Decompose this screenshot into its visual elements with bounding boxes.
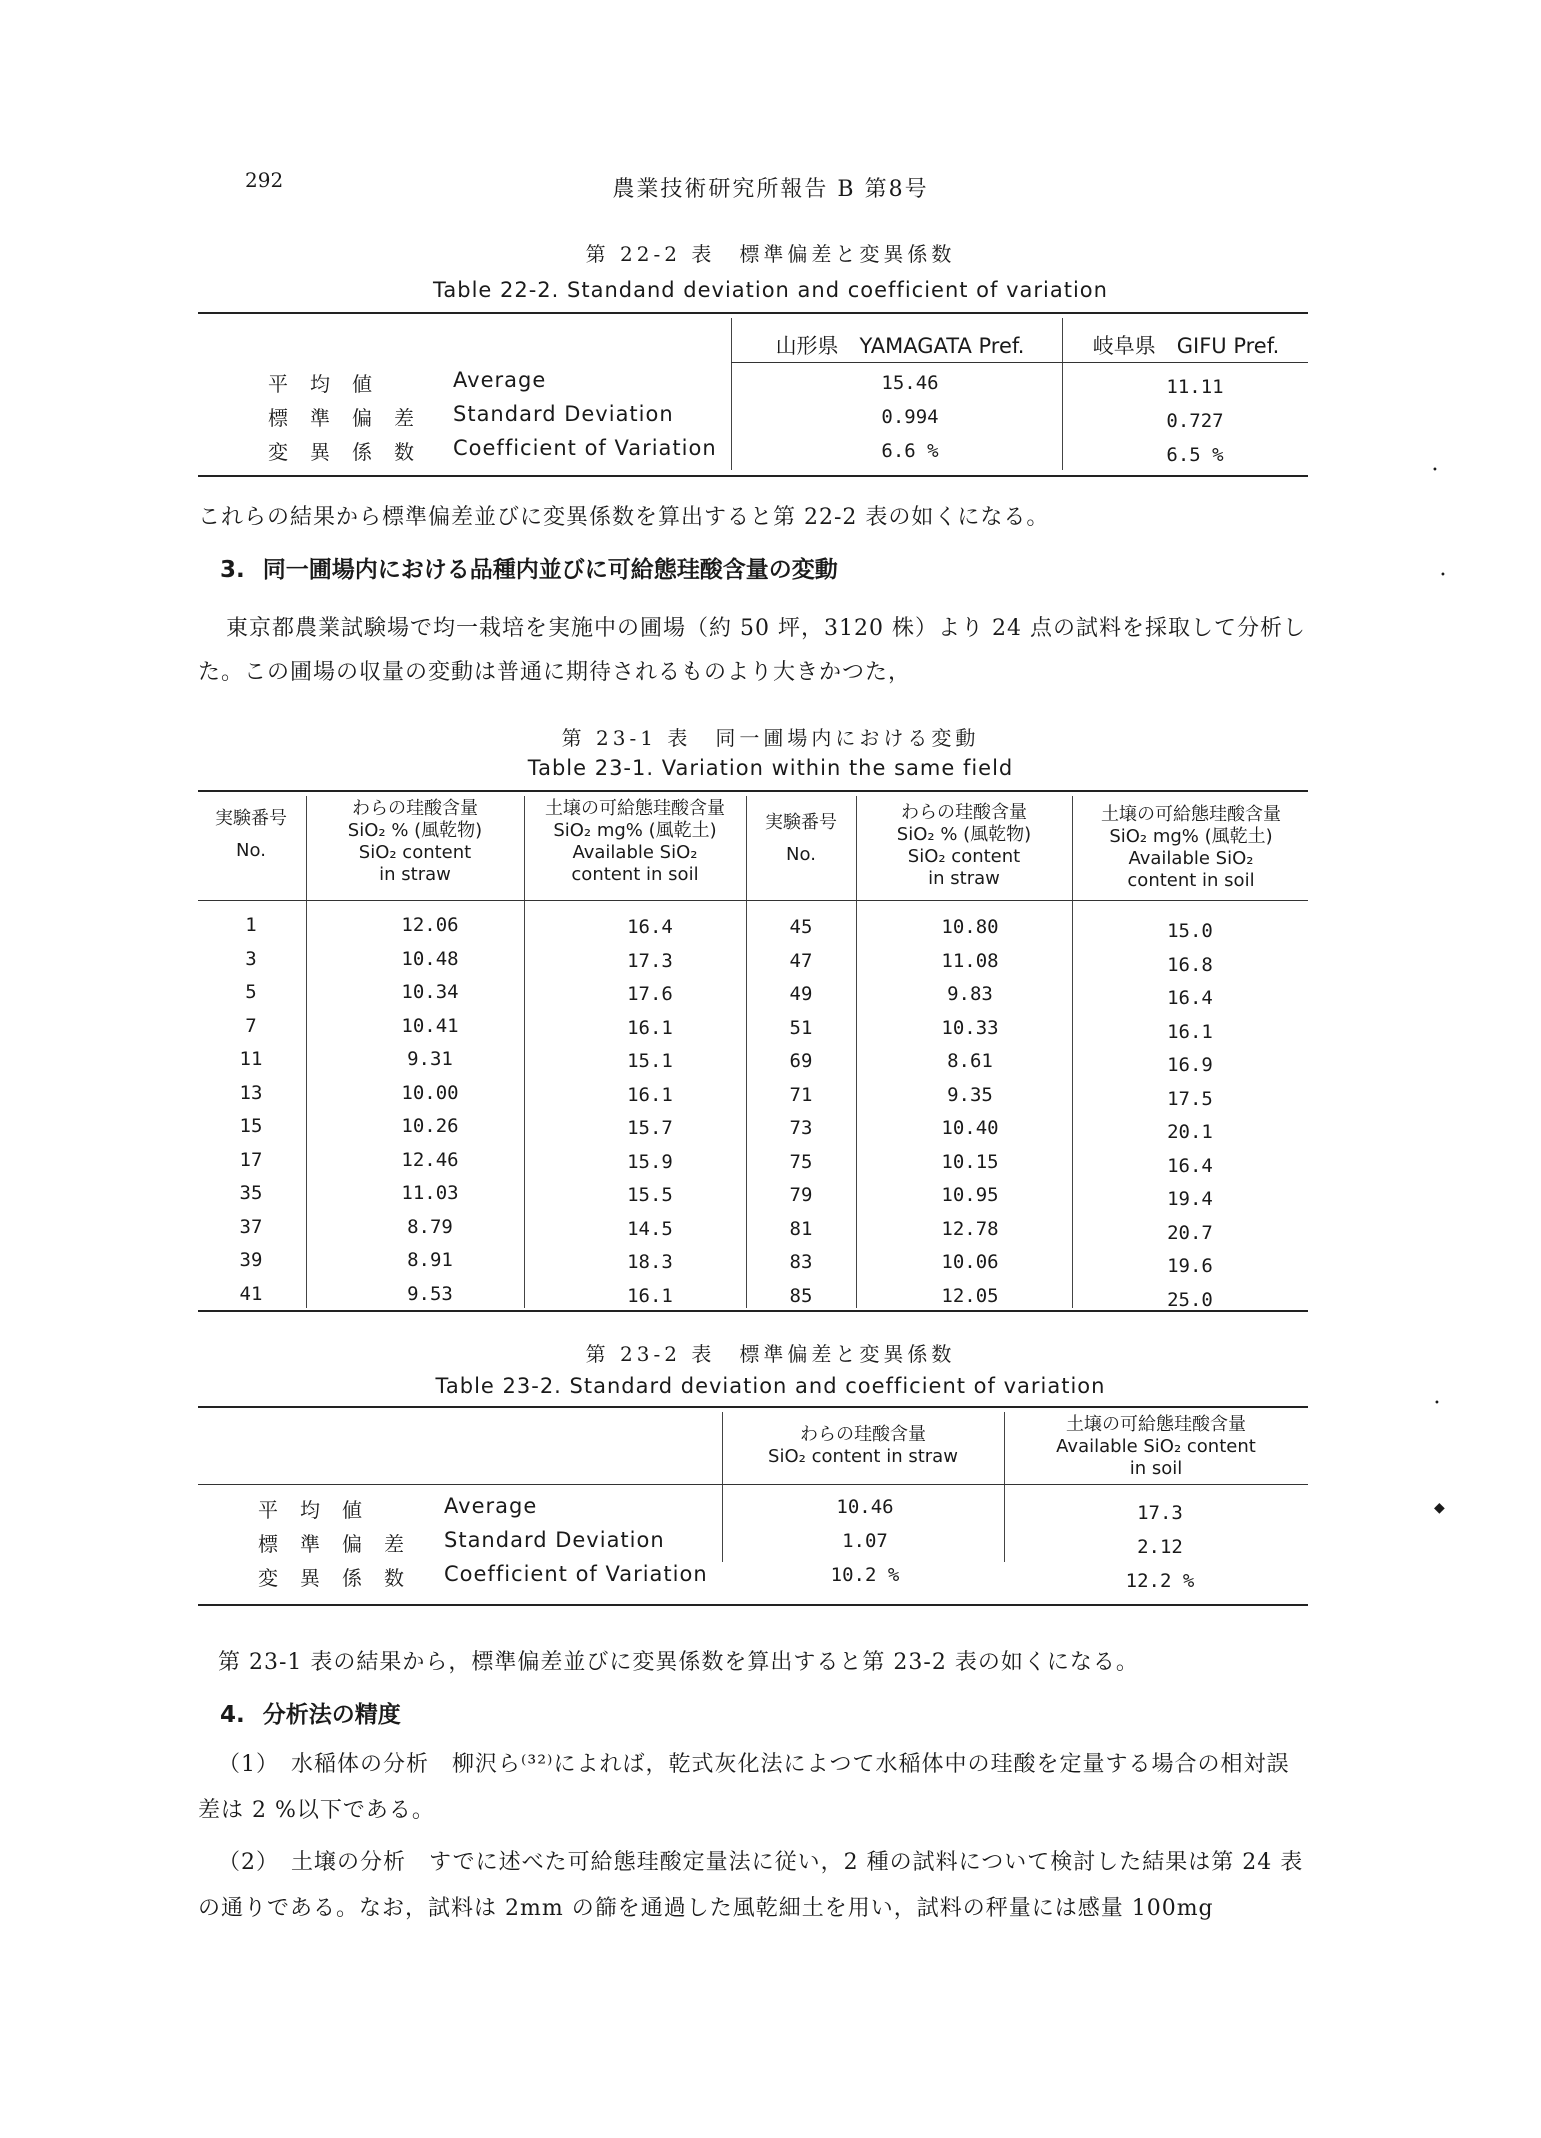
sample-number-cell: 73: [789, 1117, 813, 1139]
table-cell: 16.4: [627, 916, 673, 938]
sample-number-cell: 41: [239, 1282, 263, 1305]
header-text: SiO₂ mg% (風乾土): [1109, 826, 1273, 847]
table-rule: [198, 312, 1308, 314]
row-label-jp: 平均値: [268, 372, 394, 396]
row-label-jp: 変異係数: [258, 1566, 426, 1590]
table-cell: 16.9: [1167, 1054, 1213, 1076]
page-number: 292: [245, 168, 284, 192]
table-cell: 10.80: [941, 916, 999, 938]
header-text: 土壌の可給態珪酸含量: [545, 798, 725, 819]
header-text: content in soil: [571, 864, 699, 885]
scan-speck: ◆: [1434, 1500, 1445, 1516]
header-text: SiO₂ content: [358, 842, 472, 863]
table-cell: 8.61: [947, 1050, 993, 1072]
scan-speck: •: [1432, 465, 1438, 476]
row-label-jp: 標準偏差: [268, 406, 436, 430]
table-cell: 6.6 %: [881, 440, 939, 462]
table-cell: 16.8: [1167, 953, 1213, 976]
table-cell: 14.5: [627, 1217, 673, 1240]
table-cell: 9.35: [947, 1083, 993, 1106]
table-cell: 10.2 %: [830, 1564, 900, 1586]
header-text: わらの珪酸含量: [800, 1424, 926, 1445]
table-column-divider: [731, 318, 732, 470]
table-cell: 1.07: [842, 1530, 888, 1552]
table-cell: 12.78: [941, 1217, 999, 1240]
header-text: in straw: [379, 864, 451, 885]
header-text: Available SiO₂: [1128, 848, 1254, 869]
header-text: Available SiO₂ content: [1056, 1436, 1256, 1457]
table-cell: 12.46: [401, 1148, 459, 1171]
sample-number-cell: 71: [789, 1083, 813, 1106]
sample-number-cell: 5: [245, 981, 257, 1003]
column-header: [1006, 1414, 1306, 1480]
paragraph: （1） 水稲体の分析 柳沢ら⁽³²⁾によれば，乾式灰化法によつて水稲体中の珪酸を定量する場合の相対誤差は 2 %以下である。: [198, 1752, 1290, 1823]
table-cell: 17.3: [1137, 1502, 1183, 1524]
table-cell: 11.08: [941, 949, 999, 972]
table-cell: 11.03: [401, 1182, 459, 1204]
column-header: 山形県 YAMAGATA Pref.: [775, 334, 1025, 358]
sample-number-cell: 17: [239, 1148, 263, 1171]
paragraph: これらの結果から標準偏差並びに変異係数を算出すると第 22-2 表の如くになる。: [198, 505, 1050, 530]
table-cell: 16.4: [1167, 1154, 1213, 1177]
table-rule: [198, 900, 1308, 901]
column-header: [858, 802, 1070, 890]
paragraph: （2） 土壌の分析 すでに述べた可給態珪酸定量法に従い，2 種の試料について検討した結果は第 24 表の通りである。なお，試料は 2mm の篩を通過した風乾細土を用い，試料の秤量には感量 100mg: [198, 1850, 1304, 1921]
table-cell: 15.0: [1167, 920, 1213, 942]
sample-number-cell: 79: [789, 1184, 813, 1206]
table-cell: 12.2 %: [1125, 1570, 1195, 1592]
header-text: No.: [236, 840, 266, 861]
table-23-1-caption-jp: 第 23-1 表 同一圃場内における変動: [561, 726, 980, 750]
table-column-divider: [306, 796, 307, 1308]
table-cell: 12.06: [401, 914, 459, 936]
table-rule: [198, 1484, 1308, 1485]
table-cell: 11.11: [1166, 376, 1224, 398]
header-text: 土壌の可給態珪酸含量: [1101, 804, 1281, 825]
header-text: content in soil: [1127, 870, 1255, 891]
row-label-jp: 平均値: [258, 1498, 384, 1522]
table-cell: 12.05: [941, 1284, 999, 1307]
column-header: [1074, 804, 1308, 892]
column-header: [748, 812, 854, 866]
column-header: [724, 1424, 1002, 1468]
table-cell: 9.31: [407, 1048, 453, 1070]
column-header: [526, 798, 744, 886]
sample-number-cell: 85: [789, 1284, 813, 1307]
table-rule: [731, 362, 1308, 363]
table-cell: 17.3: [627, 949, 673, 972]
table-cell: 16.1: [627, 1083, 673, 1106]
sample-number-cell: 37: [239, 1215, 263, 1238]
column-header: 岐阜県 GIFU Pref.: [1092, 334, 1280, 358]
header-text: 実験番号: [765, 812, 837, 833]
header-text: SiO₂ content in straw: [768, 1446, 958, 1467]
table-cell: 16.1: [627, 1016, 673, 1039]
sample-number-cell: 39: [239, 1249, 263, 1271]
table-22-2-caption-en: Table 22-2. Standand deviation and coefficient of variation: [433, 278, 1108, 302]
table-column-divider: [1072, 796, 1073, 1308]
table-cell: 8.91: [407, 1249, 453, 1271]
scan-speck: •: [1434, 1398, 1440, 1409]
table-cell: 10.00: [401, 1081, 459, 1104]
table-cell: 15.7: [627, 1117, 673, 1139]
table-cell: 10.40: [941, 1117, 999, 1139]
table-cell: 15.46: [881, 372, 939, 394]
section-number: 3.: [220, 557, 245, 583]
table-cell: 10.15: [941, 1150, 999, 1173]
section-title: 同一圃場内における品種内並びに可給態珪酸含量の変動: [262, 557, 838, 583]
row-label-jp: 変異係数: [268, 440, 436, 464]
section-number: 4.: [220, 1702, 245, 1728]
header-text: SiO₂ % (風乾物): [896, 824, 1032, 845]
sample-number-cell: 69: [789, 1050, 813, 1072]
running-header: 農業技術研究所報告 B 第8号: [612, 177, 929, 202]
column-header: [198, 808, 304, 862]
table-cell: 0.994: [881, 406, 939, 428]
table-rule: [198, 1310, 1308, 1312]
table-cell: 16.1: [1167, 1020, 1213, 1043]
table-cell: 19.4: [1167, 1188, 1213, 1210]
header-text: 土壌の可給態珪酸含量: [1066, 1414, 1246, 1435]
sample-number-cell: 75: [789, 1150, 813, 1173]
table-rule: [198, 475, 1308, 477]
table-cell: 20.1: [1167, 1121, 1213, 1143]
sample-number-cell: 51: [789, 1016, 813, 1039]
row-label-en: Standard Deviation: [453, 402, 674, 426]
row-label-en: Average: [444, 1494, 538, 1518]
table-column-divider: [856, 796, 857, 1308]
table-cell: 10.26: [401, 1115, 459, 1137]
table-cell: 10.34: [401, 981, 459, 1003]
table-cell: 9.83: [947, 983, 993, 1005]
header-text: わらの珪酸含量: [901, 802, 1027, 823]
paragraph: 第 23-1 表の結果から，標準偏差並びに変異係数を算出すると第 23-2 表の如くになる。: [218, 1650, 1139, 1675]
table-cell: 15.1: [627, 1050, 673, 1072]
table-cell: 19.6: [1167, 1255, 1213, 1277]
table-cell: 8.79: [407, 1215, 453, 1238]
table-cell: 15.9: [627, 1150, 673, 1173]
table-cell: 17.5: [1167, 1087, 1213, 1110]
sample-number-cell: 35: [239, 1182, 263, 1204]
sample-number-cell: 3: [245, 947, 257, 970]
sample-number-cell: 81: [789, 1217, 813, 1240]
table-rule: [198, 1406, 1308, 1408]
table-column-divider: [722, 1412, 723, 1562]
table-cell: 10.48: [401, 947, 459, 970]
section-heading: [220, 1696, 401, 1729]
sample-number-cell: 13: [239, 1081, 263, 1104]
sample-number-cell: 83: [789, 1251, 813, 1273]
header-text: SiO₂ % (風乾物): [347, 820, 483, 841]
table-cell: 17.6: [627, 983, 673, 1005]
row-label-en: Average: [453, 368, 547, 392]
header-text: 実験番号: [215, 808, 287, 829]
sample-number-cell: 45: [789, 916, 813, 938]
scan-speck: •: [1440, 570, 1446, 581]
header-text: No.: [786, 844, 816, 865]
column-header: [308, 798, 522, 886]
table-cell: 10.46: [836, 1496, 894, 1518]
table-cell: 9.53: [407, 1282, 453, 1305]
row-label-en: Coefficient of Variation: [453, 436, 717, 460]
header-text: Available SiO₂: [572, 842, 698, 863]
table-23-2-caption-en: Table 23-2. Standard deviation and coefficient of variation: [435, 1374, 1106, 1398]
table-column-divider: [1004, 1412, 1005, 1562]
table-cell: 2.12: [1137, 1536, 1183, 1558]
sample-number-cell: 1: [245, 914, 257, 936]
table-cell: 15.5: [627, 1184, 673, 1206]
header-text: SiO₂ content: [907, 846, 1021, 867]
row-label-en: Coefficient of Variation: [444, 1562, 708, 1586]
table-cell: 0.727: [1166, 410, 1224, 432]
header-text: わらの珪酸含量: [352, 798, 478, 819]
table-cell: 10.41: [401, 1014, 459, 1037]
table-column-divider: [746, 796, 747, 1308]
section-heading: [220, 551, 838, 584]
table-cell: 20.7: [1167, 1221, 1213, 1244]
table-cell: 16.4: [1167, 987, 1213, 1009]
table-cell: 10.95: [941, 1184, 999, 1206]
header-text: SiO₂ mg% (風乾土): [553, 820, 717, 841]
table-cell: 16.1: [627, 1284, 673, 1307]
table-cell: 6.5 %: [1166, 444, 1224, 466]
section-title: 分析法の精度: [262, 1702, 401, 1728]
sample-number-cell: 15: [239, 1115, 263, 1137]
table-23-2-caption-jp: 第 23-2 表 標準偏差と変異係数: [585, 1342, 956, 1366]
table-22-2-caption-jp: 第 22-2 表 標準偏差と変異係数: [585, 242, 956, 266]
sample-number-cell: 49: [789, 983, 813, 1005]
row-label-jp: 標準偏差: [258, 1532, 426, 1556]
header-text: in soil: [1129, 1458, 1183, 1479]
sample-number-cell: 7: [245, 1014, 257, 1037]
table-cell: 18.3: [627, 1251, 673, 1273]
paragraph: 東京都農業試験場で均一栽培を実施中の圃場（約 50 坪，3120 株）より 24 点の試料を採取して分析した。この圃場の収量の変動は普通に期待されるものより大きかつた，: [198, 616, 1306, 685]
sample-number-cell: 47: [789, 949, 813, 972]
table-rule: [198, 790, 1308, 792]
table-23-1-caption-en: Table 23-1. Variation within the same field: [527, 756, 1014, 780]
table-rule: [198, 1604, 1308, 1606]
table-column-divider: [1062, 318, 1063, 470]
sample-number-cell: 11: [239, 1048, 263, 1070]
table-cell: 10.06: [941, 1251, 999, 1273]
table-column-divider: [524, 796, 525, 1308]
table-cell: 10.33: [941, 1016, 999, 1039]
header-text: in straw: [928, 868, 1000, 889]
table-cell: 25.0: [1167, 1288, 1213, 1311]
row-label-en: Standard Deviation: [444, 1528, 665, 1552]
